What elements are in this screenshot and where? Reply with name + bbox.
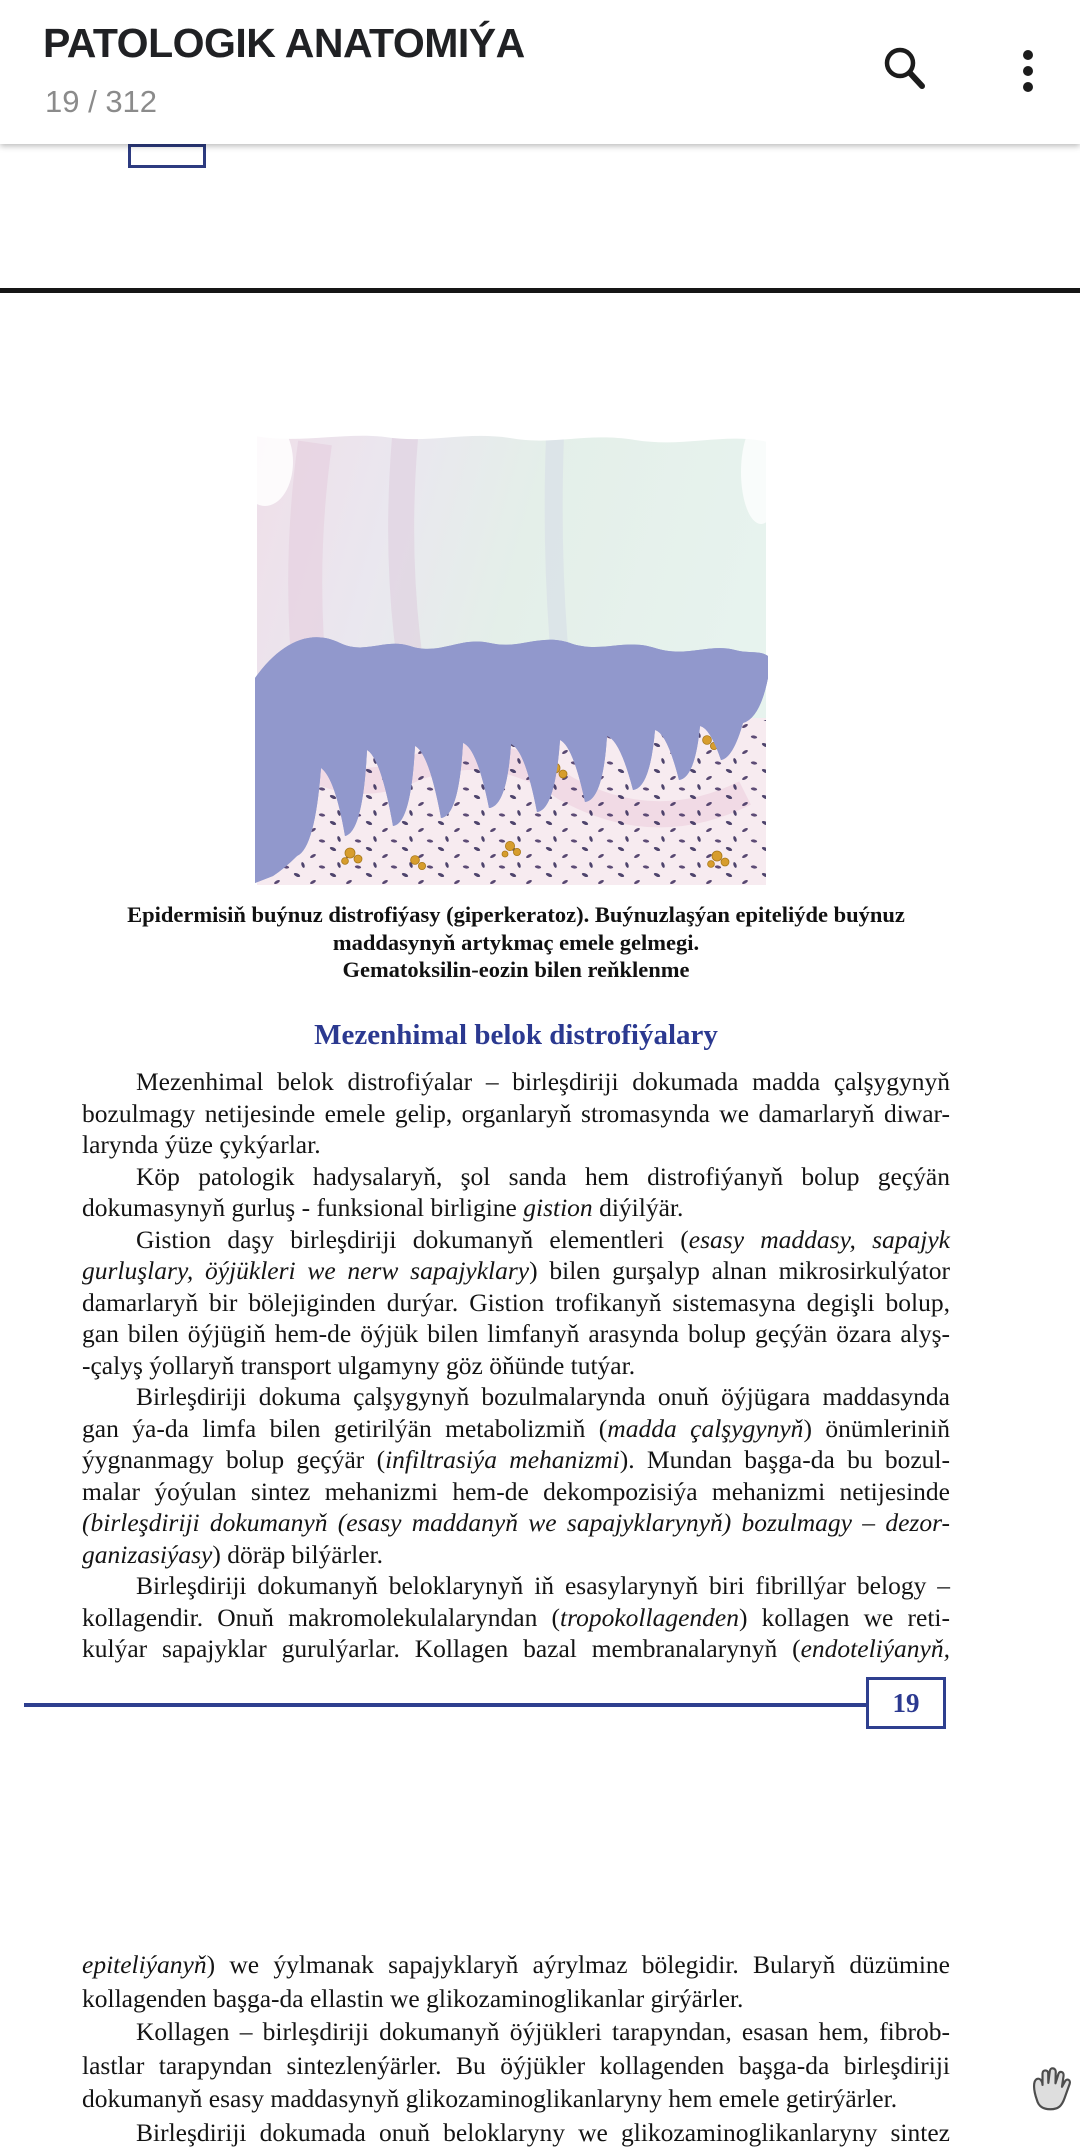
- paragraph: [82, 1161, 950, 1224]
- search-icon: [874, 87, 934, 102]
- next-page-body-text: [82, 1948, 950, 2125]
- page-separator: [0, 288, 1080, 293]
- paragraph: [82, 1570, 950, 1665]
- footer-rule: [24, 1703, 866, 1707]
- paragraph: [82, 1224, 950, 1382]
- text-line: dokumanyň esasy maddasynyň glikozaminoglikanlaryny hem emele getirýärler.: [82, 2082, 950, 2116]
- figure-caption-line: Gematoksilin-eozin bilen reňklenme: [82, 956, 950, 984]
- app-title: PATOLOGIK ANATOMIÝA: [43, 20, 525, 67]
- pdf-viewport[interactable]: [0, 144, 1080, 2125]
- app-bar: [0, 0, 1080, 144]
- overflow-menu-button[interactable]: [990, 38, 1054, 102]
- text-line: kollagendir. Onuň makromolekulalaryndan (tropokollagenden) kollagen we reti-: [82, 1602, 950, 1634]
- search-button[interactable]: [872, 38, 936, 102]
- vertical-ellipsis-icon: [994, 90, 1050, 105]
- paragraph: [82, 1948, 950, 2015]
- text-line: dokumasynyň gurluş - funksional birligine gistion diýilýär.: [82, 1192, 950, 1224]
- text-line: lastlar tarapyndan sintezlenýärler. Bu öýjükler kollagenden başga-da birleşdiriji: [82, 2049, 950, 2083]
- figure-caption-line: Epidermisiň buýnuz distrofiýasy (giperkeratoz). Buýnuzlaşýan epiteliýde buýnuz: [82, 901, 950, 929]
- text-line: Birleşdiriji dokumanyň beloklarynyň iň esasylarynyň biri fibrillýar belogy –: [82, 1570, 950, 1602]
- text-line: Kollagen – birleşdiriji dokumanyň öýjükleri tarapyndan, esasan hem, fibrob-: [82, 2015, 950, 2049]
- page-number-box: 19: [866, 1677, 946, 1729]
- text-line: kulýar sapajyklar gurulýarlar. Kollagen bazal membranalarynyň (endoteliýanyň,: [82, 1633, 950, 1665]
- figure-caption-line: maddasynyň artykmaç emele gelmegi.: [82, 929, 950, 957]
- paragraph: [82, 1381, 950, 1570]
- figure-caption: [82, 901, 950, 984]
- paragraph: [82, 2116, 950, 2149]
- text-line: malar ýoýulan sintez mehanizmi hem-de dekompozisiýa mehanizmi netijesinde: [82, 1476, 950, 1508]
- previous-page-number-box: [128, 144, 206, 168]
- text-line: gan bilen öýjügiň hem-de öýjük bilen limfanyň arasynda bolup geçýän özara alyş-: [82, 1318, 950, 1350]
- text-line: bozulmagy netijesinde emele gelip, organlaryň stromasynda we damarlaryň diwar-: [82, 1098, 950, 1130]
- page-body-text: [82, 1066, 950, 1665]
- paragraph: [82, 1066, 950, 1161]
- section-heading: Mezenhimal belok distrofiýalary: [82, 1018, 950, 1052]
- text-line: ganizasiýasy) döräp bilýärler.: [82, 1539, 950, 1571]
- text-line: larynda ýüze çykýarlar.: [82, 1129, 950, 1161]
- text-line: Birleşdiriji dokumada onuň beloklaryny we glikozaminoglikanlaryny sintez: [82, 2116, 950, 2149]
- text-line: gurluşlary, öýjükleri we nerw sapajyklary) bilen gurşalyp alnan mikrosirkulýator: [82, 1255, 950, 1287]
- text-line: gan ýa-da limfa bilen getirilýän metabolizmiň (madda çalşygynyň) önümleriniň: [82, 1413, 950, 1445]
- text-line: ýygnanmagy bolup geçýär (infiltrasiýa mehanizmi). Mundan başga-da bu bozul-: [82, 1444, 950, 1476]
- text-line: Gistion daşy birleşdiriji dokumanyň elementleri (esasy maddasy, sapajyk: [82, 1224, 950, 1256]
- text-line: -çalyş ýollaryň transport ulgamyny göz öňünde tutýar.: [82, 1350, 950, 1382]
- text-line: kollagenden başga-da ellastin we glikozaminoglikanlar girýärler.: [82, 1982, 950, 2016]
- page-indicator: 19 / 312: [45, 84, 157, 120]
- grab-hand-cursor-icon: [1022, 2060, 1076, 2118]
- text-line: epiteliýanyň) we ýylmanak sapajyklaryň aýrylmaz bölegidir. Bularyň düzümine: [82, 1948, 950, 1982]
- histology-figure-image: [255, 428, 768, 885]
- text-line: (birleşdiriji dokumanyň (esasy maddanyň we sapajyklarynyň) bozulmagy – dezor-: [82, 1507, 950, 1539]
- text-line: damarlaryň bir bölejiginden durýar. Gistion trofikanyň sistemasyna degişli bolup,: [82, 1287, 950, 1319]
- text-line: Birleşdiriji dokuma çalşygynyň bozulmalarynda onuň öýjügara maddasynda: [82, 1381, 950, 1413]
- text-line: Köp patologik hadysalaryň, şol sanda hem distrofiýanyň bolup geçýän: [82, 1161, 950, 1193]
- paragraph: [82, 2015, 950, 2116]
- text-line: Mezenhimal belok distrofiýalar – birleşdiriji dokumada madda çalşygynyň: [82, 1066, 950, 1098]
